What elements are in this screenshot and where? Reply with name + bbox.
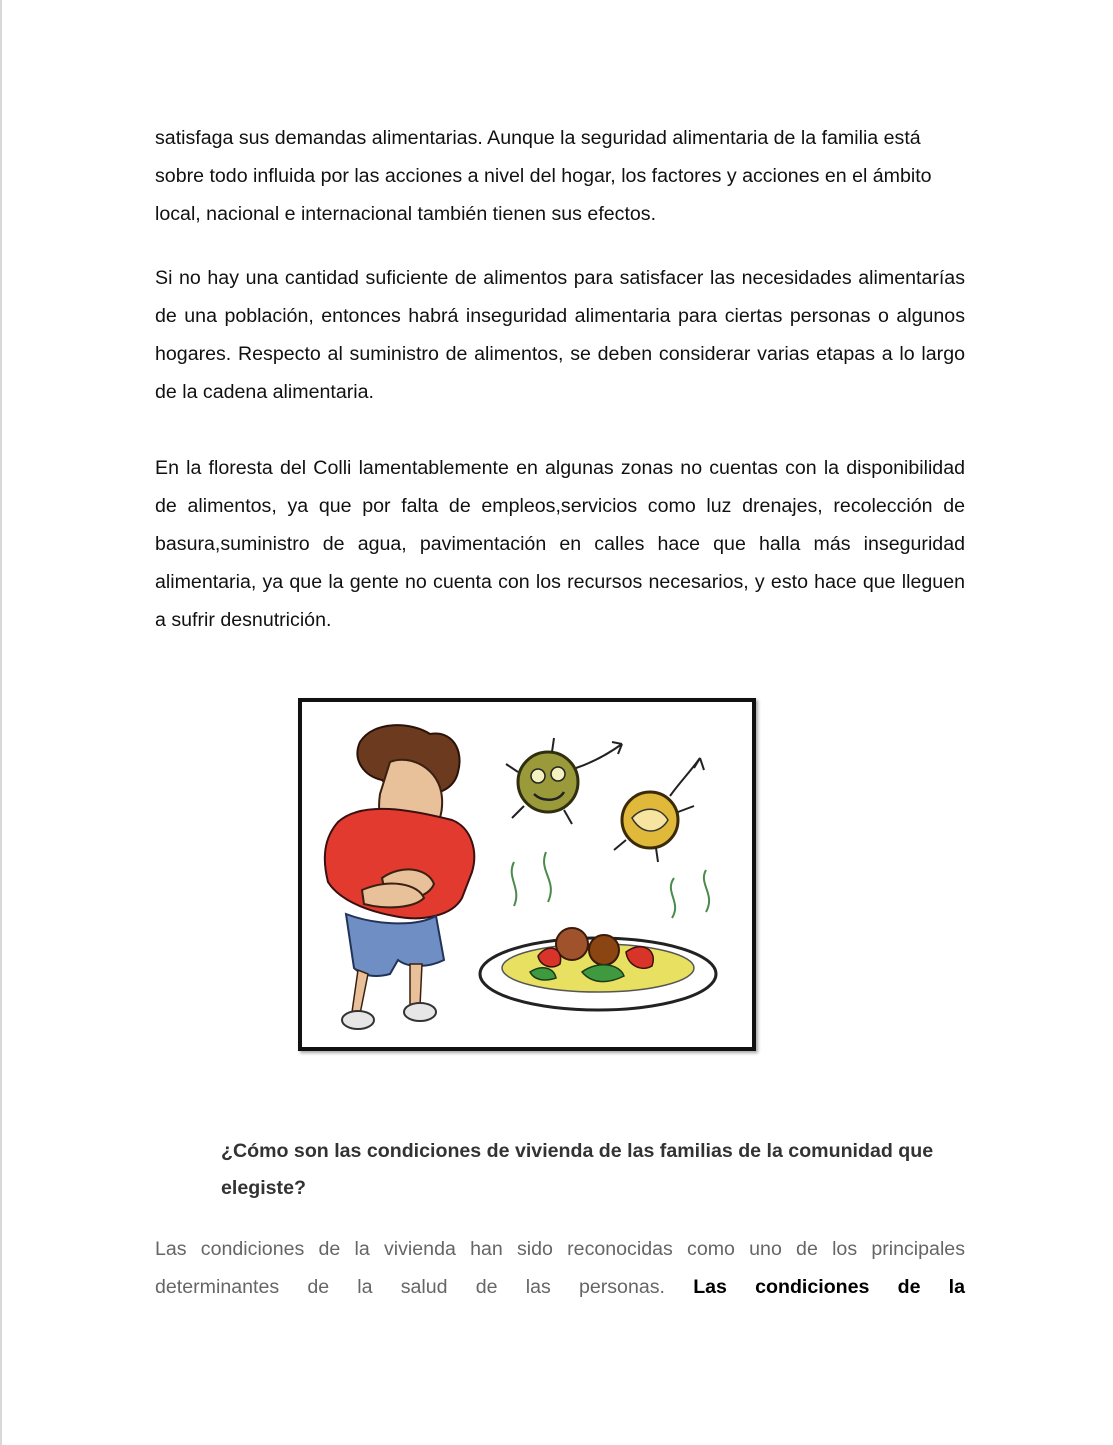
illustration-food-poisoning (298, 698, 756, 1051)
germ-left (506, 738, 622, 824)
paragraph-food-security-intro: satisfaga sus demandas alimentarias. Aunque la seguridad alimentaria de la familia está sobre todo influida por las acciones a nivel del hogar, los factores y acciones en el ámbito local, nacional e internacional también tienen sus efectos. (155, 127, 932, 225)
section-question-heading: ¿Cómo son las condiciones de vivienda de las familias de la comunidad que elegiste? (221, 1140, 934, 1199)
paragraph-food-insufficiency: Si no hay una cantidad suficiente de alimentos para satisfacer las necesidades alimentarías de una población, entonces habrá inseguridad alimentaria para ciertas personas o algunos hogares. Respecto al suministro de alimentos, se deben considerar varias etapas a lo largo de la cadena alimentaria. (155, 267, 965, 403)
page-edge (0, 0, 2, 1445)
food-plate (480, 928, 716, 1010)
paragraph-housing-conditions (155, 1230, 965, 1306)
housing-paragraph-text: Las condiciones de la vivienda han sido reconocidas como uno de los principales determinantes de la salud de las personas. (155, 1238, 965, 1298)
smell-swirls (512, 852, 709, 918)
germ-right (614, 758, 704, 862)
paragraph-floresta-colli: En la floresta del Colli lamentablemente en algunas zonas no cuentas con la disponibilidad de alimentos, ya que por falta de empleos,servicios como luz drenajes, recolección de basura,suministro de agua, pavimentación en calles hace que halla más inseguridad alimentaria, ya que la gente no cuenta con los recursos necesarios, y esto hace que lleguen a sufrir desnutrición. (155, 457, 965, 631)
housing-paragraph-bold-text: Las condiciones de la (693, 1276, 966, 1298)
sick-man-figure (325, 725, 474, 1029)
illustration-drawing (302, 702, 752, 1047)
